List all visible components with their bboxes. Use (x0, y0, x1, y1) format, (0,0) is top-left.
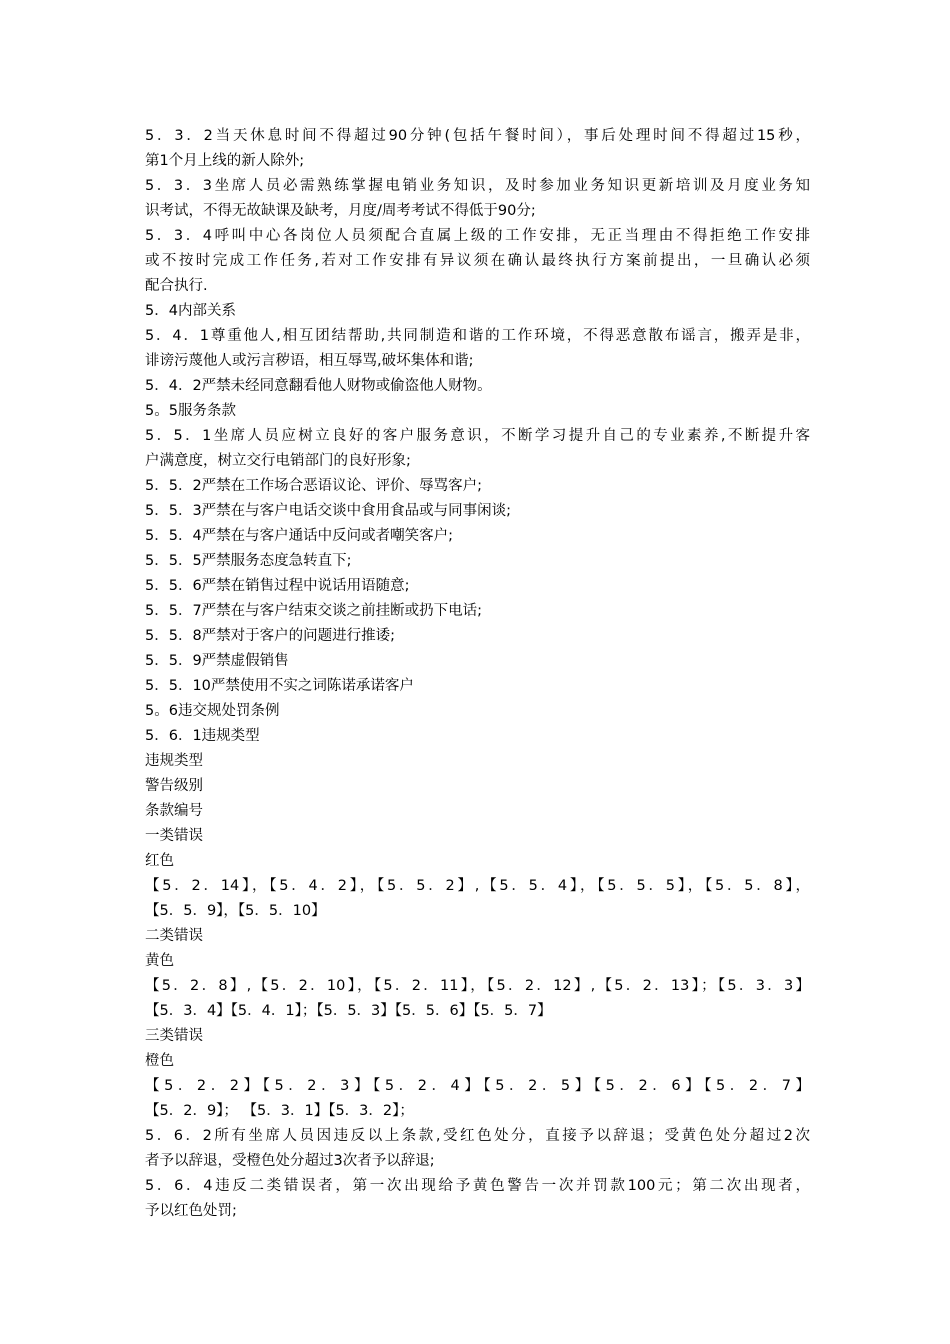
text-line: 橙色 (145, 1053, 174, 1069)
text-line: 5．4．1尊重他人,相互团结帮助,共同制造和谐的工作环境，不得恶意散布谣言，搬弄是非， (145, 328, 810, 344)
text-line: 5．5．1坐席人员应树立良好的客户服务意识，不断学习提升自己的专业素养,不断提升客 (145, 428, 810, 444)
text-line: 【5．3．4】【5．4．1】；【5．5．3】【5．5．6】【5．5．7】 (145, 1003, 552, 1019)
text-line: 一类错误 (145, 828, 203, 844)
text-line: 5．3．2当天休息时间不得超过90分钟(包括午餐时间），事后处理时间不得超过15秒， (145, 128, 810, 144)
document-page (145, 124, 810, 1224)
text-line: 警告级别 (145, 778, 203, 794)
text-line: 户满意度，树立交行电销部门的良好形象; (145, 453, 411, 469)
text-line: 5．4．2严禁未经同意翻看他人财物或偷盗他人财物。 (145, 378, 492, 394)
text-line: 5。5服务条款 (145, 403, 236, 419)
text-line: 【5．5．9】，【5．5．10】 (145, 903, 326, 919)
text-line: 【5．2．14】，【5．4．2】，【5．5．2】,【5．5．4】，【5．5．5】，【5．5．8】， (145, 878, 810, 894)
text-line: 或不按时完成工作任务,若对工作安排有异议须在确认最终执行方案前提出，一旦确认必须 (145, 253, 810, 269)
text-line: 第1个月上线的新人除外; (145, 153, 305, 169)
text-line: 诽谤污蔑他人或污言秽语，相互辱骂,破坏集体和谐; (145, 353, 474, 369)
text-line: 5．5．2严禁在工作场合恶语议论、评价、辱骂客户; (145, 478, 483, 494)
text-line: 条款编号 (145, 803, 203, 819)
text-line: 5．3．4呼叫中心各岗位人员须配合直属上级的工作安排，无正当理由不得拒绝工作安排 (145, 228, 810, 244)
text-line: 识考试，不得无故缺课及缺考，月度/周考考试不得低于90分; (145, 203, 536, 219)
text-line: 5．5．5严禁服务态度急转直下; (145, 553, 352, 569)
text-line: 5．5．3严禁在与客户电话交谈中食用食品或与同事闲谈; (145, 503, 512, 519)
text-line: 5．5．6严禁在销售过程中说话用语随意; (145, 578, 410, 594)
text-line: 5．6．2所有坐席人员因违反以上条款,受红色处分，直接予以辞退；受黄色处分超过2次 (145, 1128, 810, 1144)
text-line: 三类错误 (145, 1028, 203, 1044)
text-line: 5．5．8严禁对于客户的问题进行推诿; (145, 628, 396, 644)
text-line: 【5．2．2】【5．2．3】【5．2．4】【5．2．5】【5．2．6】【5．2．7】 (145, 1078, 810, 1094)
text-line: 5．5．4严禁在与客户通话中反问或者嘲笑客户; (145, 528, 454, 544)
text-line: 5．3．3坐席人员必需熟练掌握电销业务知识，及时参加业务知识更新培训及月度业务知 (145, 178, 810, 194)
text-line: 5．6．1违规类型 (145, 728, 260, 744)
text-line: 5。6违交规处罚条例 (145, 703, 280, 719)
text-line: 【5．2．8】,【5．2．10】，【5．2．11】，【5．2．12】,【5．2．13】；【5．3．3】 (145, 978, 810, 994)
text-line: 黄色 (145, 953, 174, 969)
text-line: 违规类型 (145, 753, 203, 769)
text-line: 5．5．10严禁使用不实之词陈诺承诺客户 (145, 678, 414, 694)
text-line: 者予以辞退，受橙色处分超过3次者予以辞退; (145, 1153, 435, 1169)
text-line: 5．5．7严禁在与客户结束交谈之前挂断或扔下电话; (145, 603, 483, 619)
text-line: 配合执行. (145, 278, 208, 294)
text-line: 5．4内部关系 (145, 303, 236, 319)
text-line: 予以红色处罚; (145, 1203, 237, 1219)
text-line: 红色 (145, 853, 174, 869)
text-line: 二类错误 (145, 928, 203, 944)
text-line: 5．6．4违反二类错误者，第一次出现给予黄色警告一次并罚款100元；第二次出现者， (145, 1178, 810, 1194)
text-line: 【5．2．9】； 【5．3．1】【5．3．2】； (145, 1103, 414, 1119)
text-line: 5．5．9严禁虚假销售 (145, 653, 289, 669)
